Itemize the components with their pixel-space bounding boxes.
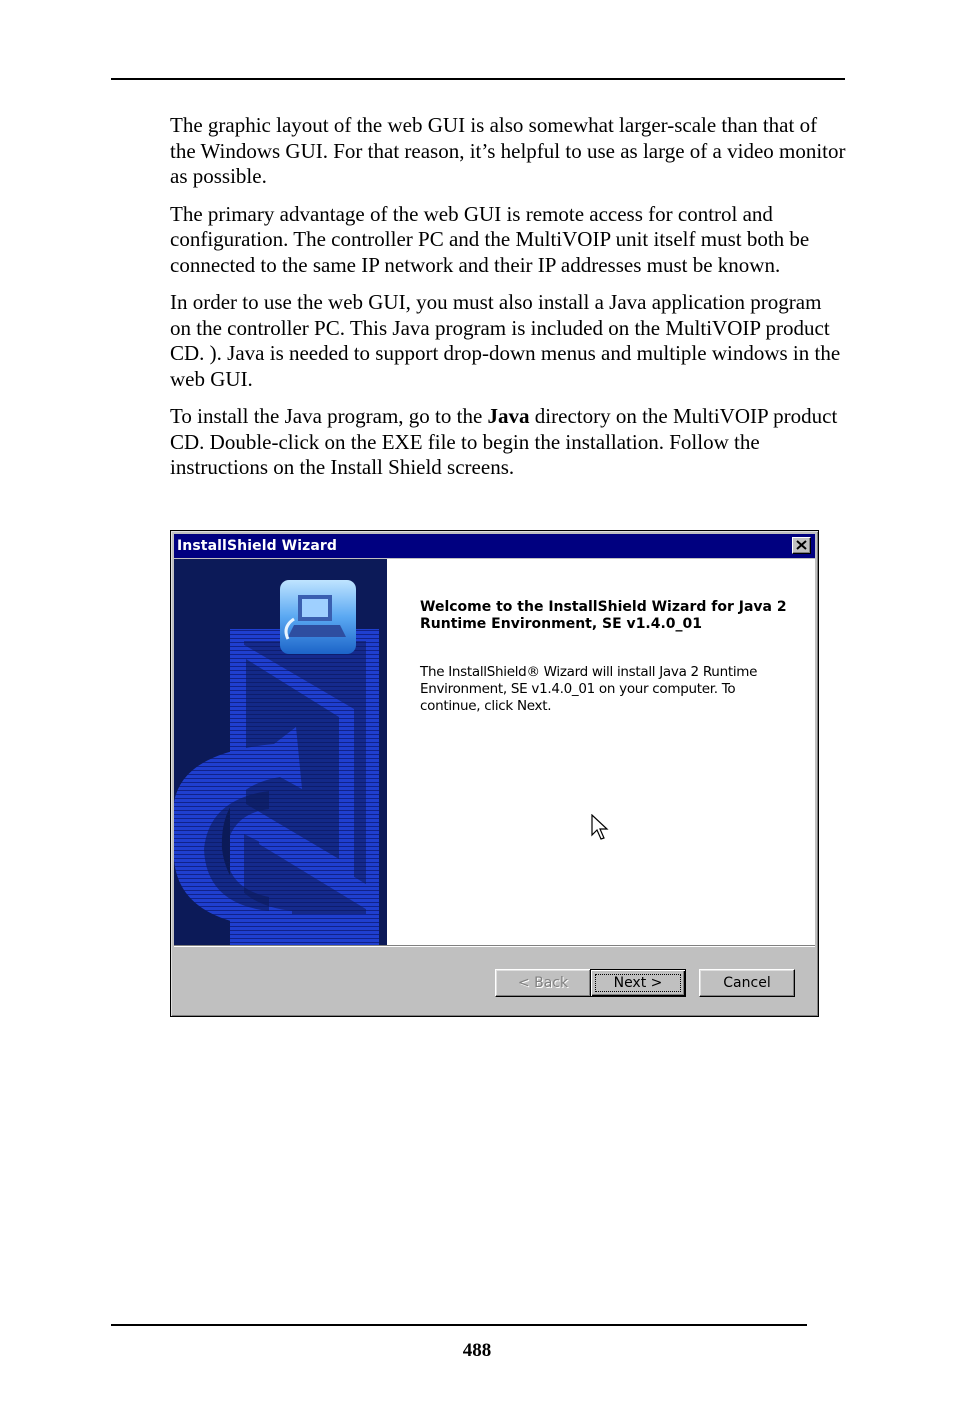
- close-button[interactable]: [792, 537, 811, 554]
- next-button-label: Next >: [613, 974, 663, 991]
- dialog-content: [174, 559, 815, 945]
- close-icon: [796, 540, 807, 550]
- body-text: [170, 113, 846, 493]
- paragraph-4-before: To install the Java program, go to the: [170, 404, 488, 428]
- java-directory-label: Java: [487, 404, 530, 428]
- welcome-heading: Welcome to the InstallShield Wizard for Java 2 Runtime Environment, SE v1.4.0_01: [420, 599, 787, 632]
- dialog-titlebar[interactable]: [174, 534, 815, 558]
- back-button[interactable]: < Back: [495, 969, 591, 997]
- paragraph-4-after: directory on the MultiVOIP product CD. Double-click on the EXE file to begin the installation. Follow the instructions on the Install Shield screens.: [170, 404, 838, 479]
- welcome-description: The InstallShield® Wizard will install Java 2 Runtime Environment, SE v1.4.0_01 on your computer. To continue, click Next.: [420, 664, 758, 714]
- mouse-pointer-icon: [591, 814, 609, 842]
- next-button[interactable]: [590, 969, 686, 997]
- wizard-banner-art: [174, 559, 387, 945]
- header-rule: [111, 78, 845, 80]
- dialog-separator: [174, 945, 815, 947]
- paragraph-1: The graphic layout of the web GUI is also somewhat larger-scale than that of the Windows GUI. For that reason, it’s helpful to use as large of a video monitor as possible.: [170, 113, 846, 188]
- footer-rule: [111, 1324, 807, 1326]
- wizard-side-graphic: [174, 559, 387, 945]
- page-number: 488: [462, 1340, 492, 1361]
- installshield-dialog: [170, 530, 819, 1017]
- paragraph-4: [170, 404, 846, 481]
- cancel-button[interactable]: Cancel: [699, 969, 795, 997]
- paragraph-3: In order to use the web GUI, you must also install a Java application program on the controller PC. This Java program is included on the MultiVOIP product CD. ). Java is needed to support drop-down menus and multiple windows in the web GUI.: [170, 290, 841, 391]
- dialog-title: InstallShield Wizard: [177, 538, 338, 554]
- paragraph-2: The primary advantage of the web GUI is remote access for control and configuration. The controller PC and the MultiVOIP unit itself must both be connected to the same IP network and their IP addresses must be known.: [170, 201, 810, 277]
- focus-rect: [595, 974, 681, 992]
